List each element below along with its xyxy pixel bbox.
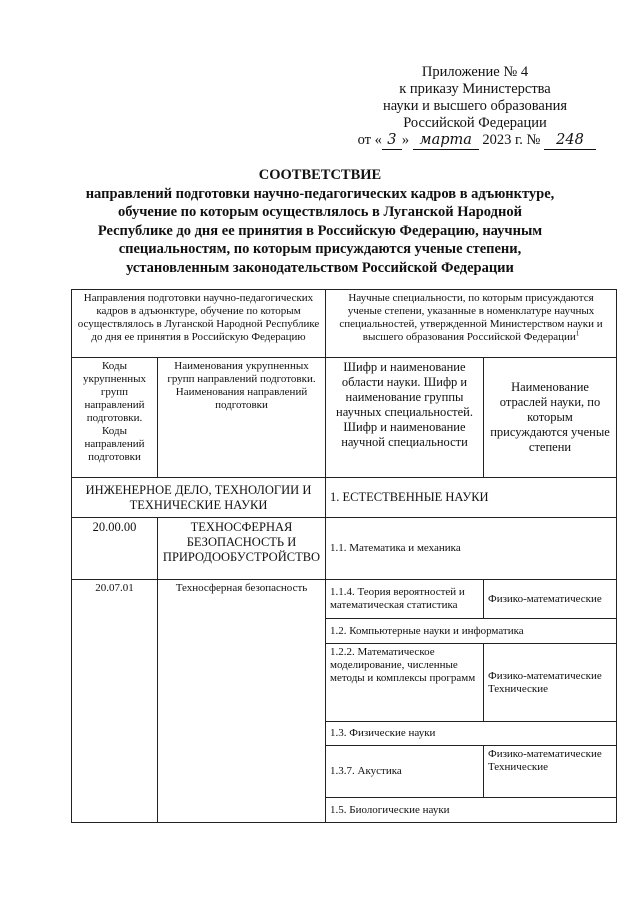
appendix-line: Российской Федерации: [403, 115, 547, 131]
appendix-line: Приложение № 4: [421, 64, 529, 80]
section-engineering: ИНЖЕНЕРНОЕ ДЕЛО, ТЕХНОЛОГИИ И ТЕХНИЧЕСКИЕ НАУКИ: [72, 478, 326, 518]
specialty-cell: 1.1.4. Теория вероятностей и математическая статистика: [326, 580, 484, 619]
document-title: [80, 166, 560, 277]
title-line: специальностям, по которым присуждаются ученые степени,: [118, 241, 522, 257]
branch-cell: Физико-математические Технические: [484, 746, 617, 798]
header-training-directions: Направления подготовки научно-педагогических кадров в адъюнктуре, обучение по которым осуществлялось в Луганской Народной Республике до дня ее принятия в Российскую Федерацию: [72, 290, 326, 358]
specialty-group-cell: 1.2. Компьютерные науки и информатика: [326, 619, 617, 644]
date-mid: »: [401, 132, 410, 148]
direction-code: 20.07.01: [72, 580, 158, 823]
col-header-codes: Коды укрупненных групп направлений подготовки. Коды направлений подготовки: [72, 358, 158, 478]
appendix-line: к приказу Министерства: [399, 81, 551, 97]
col-header-specialty: Шифр и наименование области науки. Шифр и наименование группы научных специальностей. Шифр и наименование научной специальности: [326, 358, 484, 478]
specialty-group-cell: 1.3. Физические науки: [326, 722, 617, 746]
group-right-math: 1.1. Математика и механика: [326, 518, 617, 580]
table-row: [72, 518, 617, 580]
table-header-row: [72, 290, 617, 358]
appendix-block: [350, 64, 600, 150]
handwritten-month: марта: [413, 132, 479, 150]
branch-cell: Физико-математические: [484, 580, 617, 619]
date-year: 2023 г. №: [482, 132, 541, 148]
col-header-names: Наименования укрупненных групп направлений подготовки. Наименования направлений подготовки: [158, 358, 326, 478]
title-line: установленным законодательством Российской Федерации: [126, 259, 514, 276]
table-section-row: [72, 478, 617, 518]
appendix-line: науки и высшего образования: [382, 98, 568, 114]
title-heading: СООТВЕТСТВИЕ: [258, 167, 382, 183]
footnote-marker: 1: [575, 329, 580, 338]
branch-cell: Физико-математические Технические: [484, 644, 617, 722]
handwritten-day: 3: [382, 132, 402, 150]
header-specialties-text: Научные специальности, по которым присуждаются ученые степени, указанные в номенклатуре научных специальностей, утвержденной Министерством науки и высшего образования Российской Федерации: [339, 292, 603, 343]
header-scientific-specialties: [326, 290, 617, 358]
group-code: 20.00.00: [72, 518, 158, 580]
direction-name: Техносферная безопасность: [158, 580, 326, 823]
title-line: направлений подготовки научно-педагогических кадров в адъюнктуре,: [85, 185, 555, 202]
date-prefix: от «: [357, 132, 382, 148]
table-row: [72, 580, 617, 619]
section-natural-sciences: 1. ЕСТЕСТВЕННЫЕ НАУКИ: [326, 478, 617, 518]
correspondence-table: [71, 289, 617, 823]
title-line: Республике до дня ее принятия в Российскую Федерацию, научным: [97, 222, 543, 239]
table-subheader-row: [72, 358, 617, 478]
specialty-cell: 1.3.7. Акустика: [326, 746, 484, 798]
specialty-group-cell: 1.5. Биологические науки: [326, 798, 617, 823]
col-header-branches: Наименование отраслей науки, по которым присуждаются ученые степени: [484, 358, 617, 478]
title-line: обучение по которым осуществлялось в Луганской Народной: [118, 204, 522, 220]
order-date-line: [350, 132, 600, 150]
specialty-cell: 1.2.2. Математическое моделирование, численные методы и комплексы программ: [326, 644, 484, 722]
group-name: ТЕХНОСФЕРНАЯ БЕЗОПАСНОСТЬ И ПРИРОДООБУСТРОЙСТВО: [158, 518, 326, 580]
handwritten-order-number: 248: [544, 132, 596, 150]
